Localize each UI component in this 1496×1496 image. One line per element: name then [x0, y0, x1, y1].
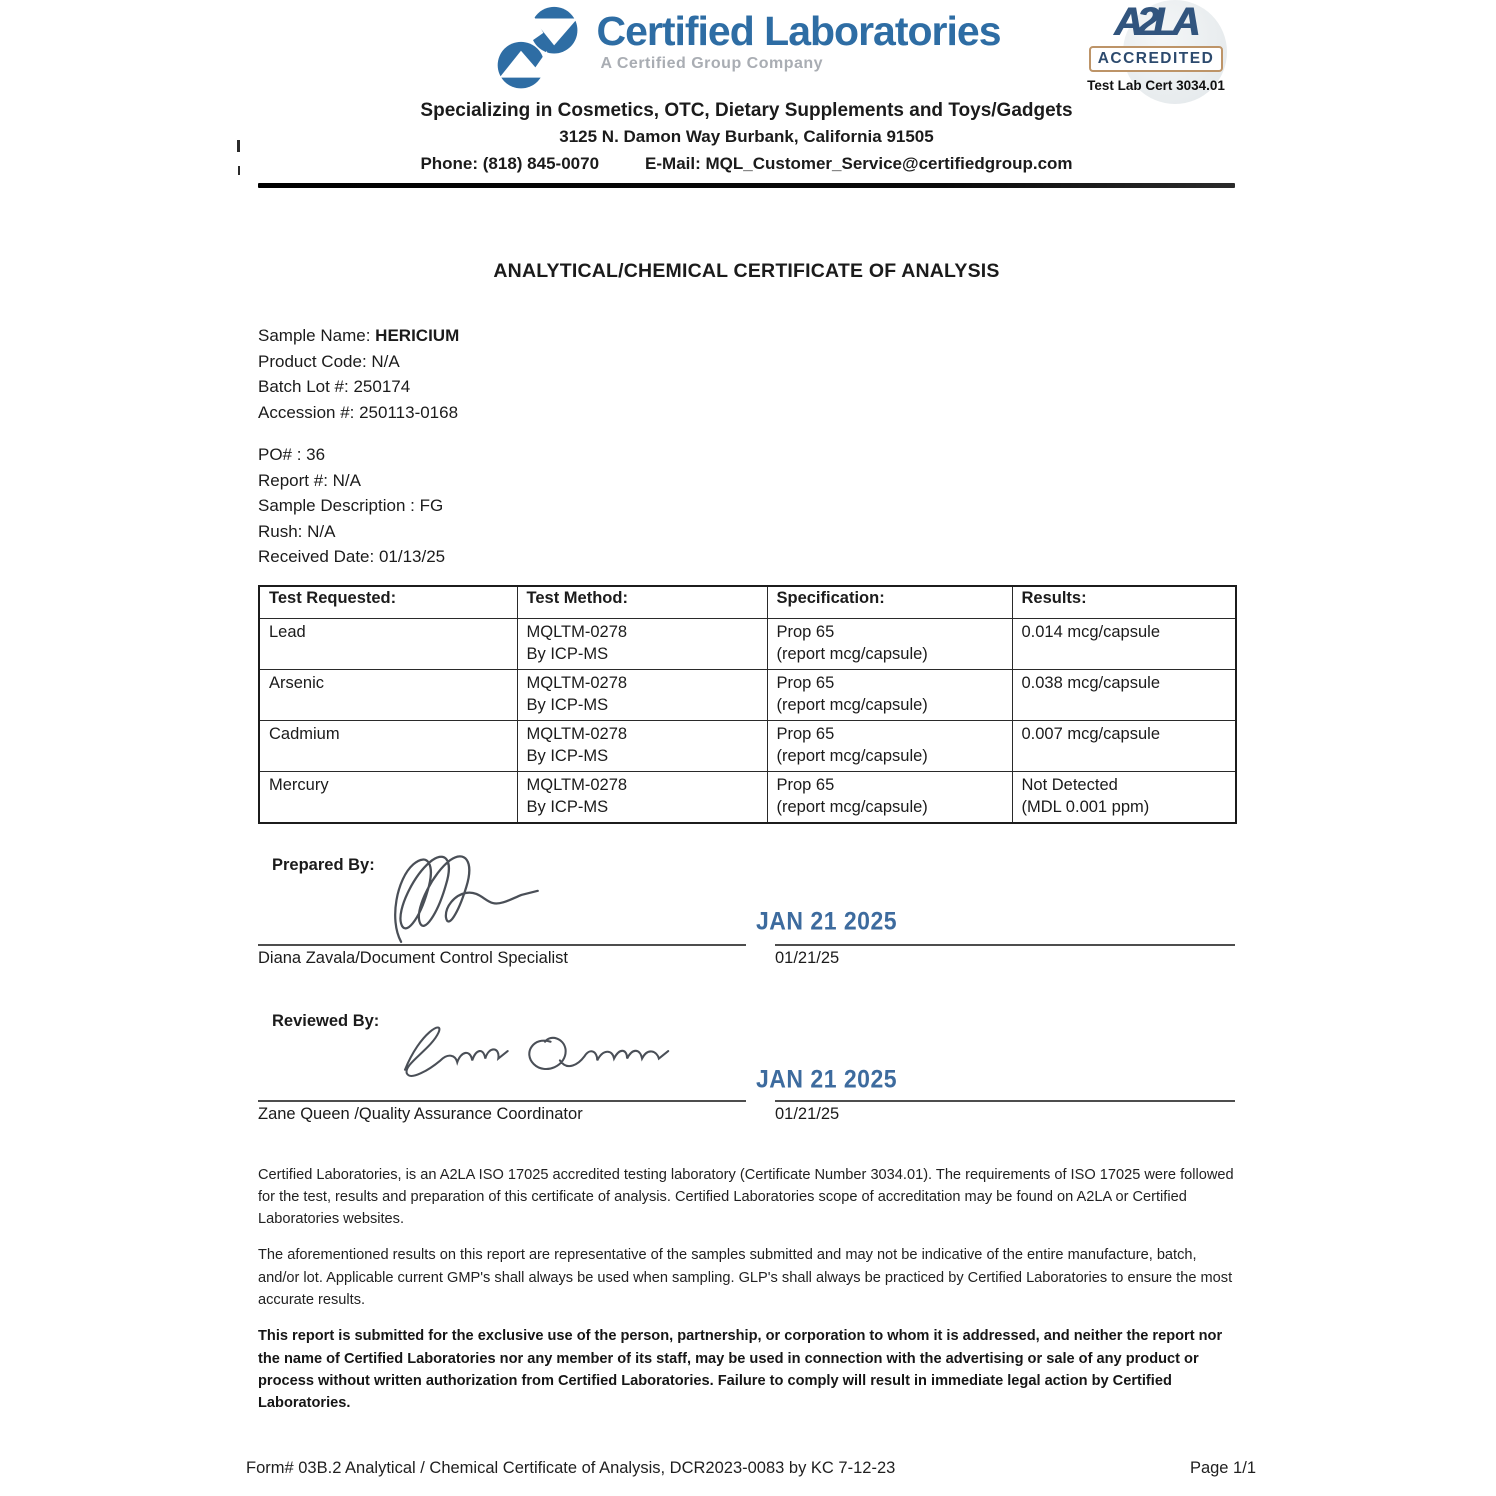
result-line1: 0.038 mcg/capsule	[1021, 673, 1161, 692]
reviewed-by-label: Reviewed By:	[272, 1011, 380, 1030]
signature-lines	[258, 944, 1235, 946]
footer-form-number: Form# 03B.2 Analytical / Chemical Certificate of Analysis, DCR2023-0083 by KC 7-12-23	[246, 1459, 896, 1477]
order-info-block	[258, 442, 1235, 570]
cell-spec	[767, 720, 1012, 771]
col-header-test-requested: Test Requested:	[259, 586, 517, 619]
footer-page-number: Page 1/1	[1189, 1459, 1256, 1477]
result-line1: 0.007 mcg/capsule	[1021, 724, 1161, 743]
method-line1: MQLTM-0278	[526, 775, 628, 794]
cell-result	[1012, 771, 1236, 823]
exclusive-use-paragraph: This report is submitted for the exclusive use of the person, partnership, or corporation to whom it is addressed, and neither the report nor the name of Certified Laboratories nor any member of its staff, may be used in connection with the advertising or sale of any product or process without written authorization from Certified Laboratories. Failure to comply will result in immediate legal action by Certified Laboratories.	[258, 1328, 1223, 1412]
company-name: Certified Laboratories	[596, 8, 1001, 54]
method-line2: By ICP-MS	[526, 696, 609, 714]
prepared-by-label: Prepared By:	[272, 855, 375, 874]
date-stamp: JAN 21 2025	[756, 906, 898, 935]
method-line1: MQLTM-0278	[526, 673, 628, 692]
report-line: Report #: N/A	[258, 470, 361, 490]
date-line	[775, 1100, 1235, 1102]
received-date-line: Received Date: 01/13/25	[258, 547, 446, 566]
table-header-row	[259, 586, 1236, 619]
sample-description-line: Sample Description : FG	[258, 496, 444, 515]
cell-result	[1012, 669, 1236, 720]
sample-info-block	[258, 323, 1235, 425]
company-subtitle: A Certified Group Company	[600, 55, 824, 73]
table-row	[259, 720, 1236, 771]
spec-line1: Prop 65	[776, 673, 835, 692]
cell-method	[517, 771, 767, 823]
contact-line	[258, 154, 1235, 174]
a2la-accreditation-logo	[1077, 2, 1235, 93]
legal-paragraphs	[258, 1164, 1235, 1415]
reviewed-signature	[380, 1010, 710, 1094]
document-header	[258, 0, 1235, 188]
method-line2: By ICP-MS	[526, 645, 609, 663]
address-line: 3125 N. Damon Way Burbank, California 91505	[559, 127, 934, 146]
cell-spec	[767, 771, 1012, 823]
cell-test: Cadmium	[259, 720, 517, 771]
specializing-line: Specializing in Cosmetics, OTC, Dietary Supplements and Toys/Gadgets	[420, 100, 1073, 121]
col-header-specification: Specification:	[767, 586, 1012, 619]
signature-line	[258, 1100, 746, 1102]
signature-captions	[258, 949, 1235, 968]
results-representative-paragraph: The aforementioned results on this report are representative of the samples submitted and may not be indicative of the entire manufacture, batch, and/or lot. Applicable current GMP's shall always be used when sampling. GLP's shall always be practiced by Certified Laboratories to ensure the most accurate results.	[258, 1247, 1233, 1308]
cell-spec	[767, 669, 1012, 720]
method-line1: MQLTM-0278	[526, 724, 628, 743]
spec-line2: (report mcg/capsule)	[776, 696, 928, 714]
spec-line1: Prop 65	[776, 724, 835, 743]
cell-method	[517, 720, 767, 771]
prepared-name-title: Diana Zavala/Document Control Specialist	[258, 948, 568, 967]
sample-name-value: HERICIUM	[375, 326, 460, 345]
rush-line: Rush: N/A	[258, 521, 336, 541]
prepared-date: 01/21/25	[775, 948, 840, 967]
brand-text	[596, 6, 1000, 73]
result-line2: (MDL 0.001 ppm)	[1021, 798, 1150, 816]
spec-line1: Prop 65	[776, 775, 835, 794]
sample-name-label: Sample Name:	[258, 326, 376, 345]
result-line1: 0.014 mcg/capsule	[1021, 622, 1161, 641]
scan-artifact	[238, 166, 240, 175]
cell-result	[1012, 618, 1236, 669]
spec-line2: (report mcg/capsule)	[776, 645, 928, 663]
certified-laboratories-logo-icon	[492, 6, 584, 92]
cell-test: Arsenic	[259, 669, 517, 720]
sample-name-line	[258, 323, 1235, 349]
method-line1: MQLTM-0278	[526, 622, 628, 641]
method-line2: By ICP-MS	[526, 798, 609, 816]
product-code-line: Product Code: N/A	[258, 351, 400, 371]
spec-line2: (report mcg/capsule)	[776, 798, 928, 816]
a2la-letters: A2LA	[1113, 0, 1195, 44]
phone-text: Phone: (818) 845-0070	[420, 154, 600, 173]
prepared-signature	[386, 848, 561, 950]
result-line1: Not Detected	[1021, 775, 1118, 794]
reviewed-name-title: Zane Queen /Quality Assurance Coordinator	[258, 1104, 583, 1123]
method-line2: By ICP-MS	[526, 747, 609, 765]
accreditation-paragraph: Certified Laboratories, is an A2LA ISO 17025 accredited testing laboratory (Certificate Number 3034.01). The requirements of ISO 17025 were followed for the test, results and preparation of this certificate of analysis. Certified Laboratories scope of accreditation may be found on A2LA or Certified Laboratories websites.	[258, 1166, 1234, 1228]
spec-line1: Prop 65	[776, 622, 835, 641]
date-line	[775, 944, 1235, 946]
cell-result	[1012, 720, 1236, 771]
po-line: PO# : 36	[258, 445, 326, 464]
signature-captions	[258, 1105, 1235, 1124]
date-stamp: JAN 21 2025	[756, 1064, 898, 1093]
col-header-test-method: Test Method:	[517, 586, 767, 619]
cell-spec	[767, 618, 1012, 669]
accession-line: Accession #: 250113-0168	[258, 402, 459, 422]
table-row	[259, 771, 1236, 823]
scan-artifact	[237, 140, 240, 152]
reviewed-by-block	[258, 1008, 1235, 1140]
table-row	[259, 618, 1236, 669]
cell-method	[517, 618, 767, 669]
table-row	[259, 669, 1236, 720]
col-header-results: Results:	[1012, 586, 1236, 619]
signature-line	[258, 944, 746, 946]
signature-lines	[258, 1100, 1235, 1102]
reviewed-date: 01/21/25	[775, 1104, 840, 1123]
cell-test: Mercury	[259, 771, 517, 823]
a2la-cert-number: Test Lab Cert 3034.01	[1087, 78, 1225, 93]
header-divider	[258, 183, 1235, 188]
batch-lot-line: Batch Lot #: 250174	[258, 377, 411, 396]
results-table	[258, 585, 1237, 824]
page-footer	[246, 1459, 1256, 1478]
a2la-accredited-badge: ACCREDITED	[1089, 46, 1224, 72]
cell-test: Lead	[259, 618, 517, 669]
email-text: E-Mail: MQL_Customer_Service@certifiedgroup.com	[645, 154, 1073, 173]
document-title: ANALYTICAL/CHEMICAL CERTIFICATE OF ANALYSIS	[493, 260, 1000, 282]
prepared-by-block	[258, 852, 1235, 984]
cell-method	[517, 669, 767, 720]
spec-line2: (report mcg/capsule)	[776, 747, 928, 765]
